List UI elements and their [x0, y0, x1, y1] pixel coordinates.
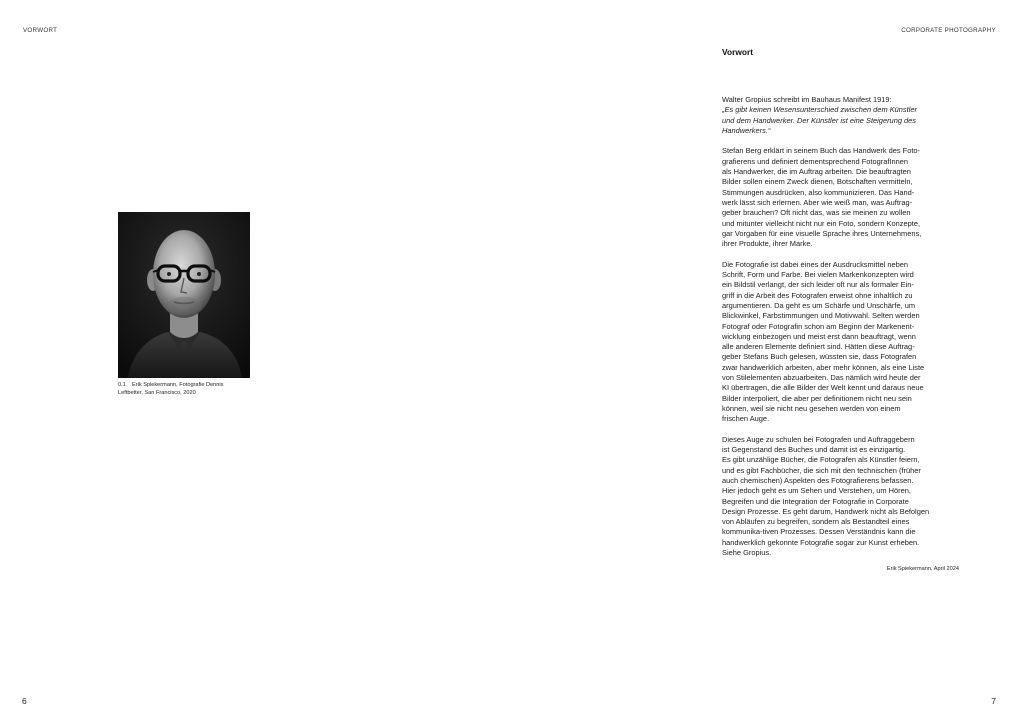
text-line: Begreifen und die Integration der Fotografie in Corporate	[722, 496, 909, 506]
text-line: werk lässt sich erlernen. Aber wie weiß man, was Auftrag-	[722, 197, 913, 207]
section-heading: Vorwort	[722, 47, 754, 57]
body-text	[722, 95, 950, 569]
text-line: Stimmungen ausdrücken, also kommunizieren. Das Hand-	[722, 187, 915, 197]
text-line: Stefan Berg erklärt in seinem Buch das Handwerk des Foto-	[722, 146, 921, 156]
text-line: gar Vorgaben für eine visuelle Sprache ihres Unternehmens,	[722, 228, 922, 238]
running-head-left: VORWORT	[23, 27, 58, 34]
page-number-left: 6	[22, 696, 27, 706]
text-line: ein Bildstil verlangt, der sich leider oft nur als formaler Ein-	[722, 280, 914, 290]
text-line: Schrift, Form und Farbe. Bei vielen Markenkonzepten wird	[722, 270, 914, 280]
text-line: Design Prozesse. Es geht darum, Handwerk nicht als Befolgen	[722, 506, 930, 516]
text-line: Fotograf oder Fotografin schon am Beginn der Markenent-	[722, 321, 915, 331]
text-line: Siehe Gropius.	[722, 548, 772, 558]
text-line: geber Stefans Buch gelesen, wüssten sie, dass Fotografen	[722, 352, 917, 362]
text-line: alle anderen Elemente definiert sind. Hätten diese Auftrag-	[722, 342, 915, 352]
quote-line: Handwerkers.“	[722, 125, 771, 135]
text-line: Hier jedoch geht es um Sehen und Verstehen, um Hören,	[722, 486, 911, 496]
caption-line: Leftbetter, San Francisco, 2020	[118, 389, 196, 396]
text-line: auch chemischen) Aspekten des Fotografierens befassen.	[722, 475, 914, 485]
text-line: Bilder interpoliert, die aber per definitionem nicht neu sein	[722, 393, 912, 403]
text-line: frischen Auge.	[722, 414, 770, 424]
quote-line: „Es gibt keinen Wesensunterschied zwischen dem Künstler	[722, 105, 917, 115]
text-line: Blickwinkel, Farbstimmungen und Motivwahl. Selten werden	[722, 311, 920, 321]
caption-number: 0.1	[118, 382, 126, 388]
text-line: als Handwerker, die im Auftrag arbeiten. Die beauftragten	[722, 167, 911, 177]
portrait-photo-icon	[118, 212, 250, 378]
text-line: Dieses Auge zu schulen bei Fotografen und Auftraggebern	[722, 434, 915, 444]
running-head-right: CORPORATE PHOTOGRAPHY	[901, 27, 996, 34]
right-page	[510, 0, 1020, 722]
page-number-right: 7	[991, 696, 996, 706]
text-line: Es gibt unzählige Bücher, die Fotografen als Künstler feiern,	[722, 455, 920, 465]
text-line: ihrer Produkte, ihrer Marke.	[722, 239, 813, 249]
quote-line: und dem Handwerker. Der Künstler ist eine Steigerung des	[722, 115, 917, 125]
intro-paragraph	[722, 95, 950, 136]
text-line: von Stilelementen abzuarbeiten. Das nämlich wird heute der	[722, 373, 921, 383]
text-line: grafierens und definiert dementsprechend FotografInnen	[722, 156, 909, 166]
portrait-illustration	[118, 212, 250, 378]
text-line: und es gibt Fachbücher, die sich mit den technischen (früher	[722, 465, 921, 475]
paragraph-3	[722, 435, 950, 559]
text-line: KI übertragen, die alle Bilder der Welt kennt und daraus neue	[722, 383, 924, 393]
text-line: von Abläufen zu begreifen, sondern als Bestandteil eines	[722, 517, 910, 527]
author-signature: Erik Spiekermann, April 2024	[886, 566, 959, 572]
text-line: und mitunter vielleicht nicht nur ein Foto, sondern Konzepte,	[722, 218, 921, 228]
text-line: ist Gegenstand des Buches und damit ist es einzigartig.	[722, 445, 906, 455]
text-line: Die Fotografie ist dabei eines der Ausdrucksmittel neben	[722, 259, 909, 269]
figure-caption	[118, 382, 258, 397]
text-line: kommunika-tiven Prozesses. Dessen Verständnis kann die	[722, 527, 916, 537]
caption-line: Erik Spiekermann, Fotografie Dennis	[132, 382, 224, 388]
text-line: argumentieren. Da geht es um Schärfe und Unschärfe, um	[722, 300, 916, 310]
text-line: Walter Gropius schreibt im Bauhaus Manifest 1919:	[722, 95, 892, 104]
text-line: zwar handwerklich arbeiten, aber mehr können, als eine Liste	[722, 362, 925, 372]
text-line: handwerklich gekonnte Fotografie sogar zur Kunst erheben.	[722, 537, 920, 547]
text-line: geber brauchen? Oft nicht das, was sie meinen zu wollen	[722, 208, 911, 218]
text-line: griff in die Arbeit des Fotografen erweist ohne inhaltlich zu	[722, 290, 913, 300]
paragraph-2	[722, 260, 950, 425]
text-line: Bilder sollen einem Zweck dienen, Botschaften vermitteln,	[722, 177, 913, 187]
paragraph-1	[722, 146, 950, 249]
text-line: wicklung einbezogen und meist erst dann beauftragt, wenn	[722, 331, 916, 341]
text-line: können, weil sie nicht neu gesehen werden von einem	[722, 403, 901, 413]
